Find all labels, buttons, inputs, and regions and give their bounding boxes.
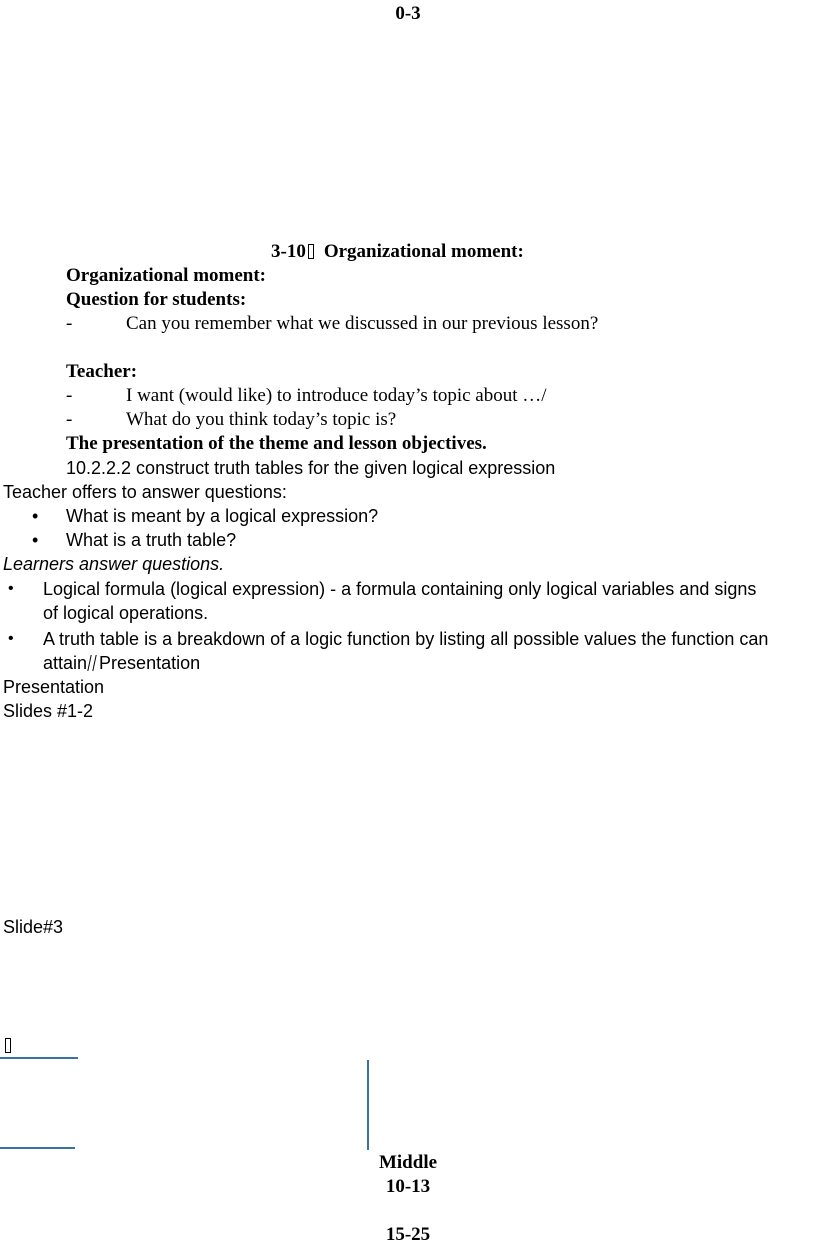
learning-objective: 10.2.2.2 construct truth tables for the given logical expression <box>66 458 556 478</box>
stage-time: 3-10 <box>271 241 306 262</box>
dash-marker: - <box>66 409 73 430</box>
learners-note: Learners answer questions. <box>3 554 225 574</box>
missing-glyph-icon <box>308 244 314 259</box>
answer-text: A truth table is a breakdown of a logic function by listing all possible values the function can <box>43 629 769 649</box>
answer-text-cont: of logical operations. <box>43 603 209 623</box>
table-rule <box>367 1060 369 1150</box>
teacher-offers: Teacher offers to answer questions: <box>3 482 287 502</box>
answer-tail: attain <box>43 653 88 673</box>
resource-slides: Slides #1-2 <box>3 701 94 721</box>
stage-title: Organizational moment: <box>323 241 524 262</box>
presentation-heading: The presentation of the theme and lesson objectives. <box>66 433 487 454</box>
dash-marker: - <box>66 313 73 334</box>
bullet-icon: • <box>8 580 14 597</box>
teacher-line-text: What do you think today’s topic is? <box>126 409 397 430</box>
question-bullet-text: What is a truth table? <box>66 530 237 550</box>
teacher-line-text: I want (would like) to introduce today’s topic about …/ <box>126 385 547 406</box>
dash-marker: - <box>66 385 73 406</box>
missing-glyph-icon <box>87 655 96 671</box>
missing-glyph-icon <box>5 1038 11 1053</box>
time-middle: 10-13 <box>385 1176 431 1197</box>
question-text: Can you remember what we discussed in our previous lesson? <box>126 313 599 334</box>
answer-text: Logical formula (logical expression) - a formula containing only logical variables and signs <box>43 579 757 599</box>
stage-label-middle: Middle <box>378 1152 438 1173</box>
slide3-label: Slide#3 <box>3 917 64 937</box>
table-rule <box>0 1057 78 1059</box>
stage-heading <box>271 240 524 264</box>
teacher-heading: Teacher: <box>66 361 138 382</box>
bullet-icon: • <box>32 506 39 526</box>
stage-subtitle: Organizational moment: <box>66 265 267 286</box>
time-top: 0-3 <box>395 3 421 24</box>
bullet-icon: • <box>8 630 14 647</box>
time-bottom: 15-25 <box>385 1224 431 1245</box>
table-rule <box>0 1147 75 1149</box>
bullet-icon: • <box>32 530 39 550</box>
question-bullet-text: What is meant by a logical expression? <box>66 506 379 526</box>
question-heading: Question for students: <box>66 289 247 310</box>
answer-text-cont <box>43 651 200 675</box>
resource-label: Presentation <box>3 677 105 697</box>
resource-inline: Presentation <box>99 653 201 673</box>
